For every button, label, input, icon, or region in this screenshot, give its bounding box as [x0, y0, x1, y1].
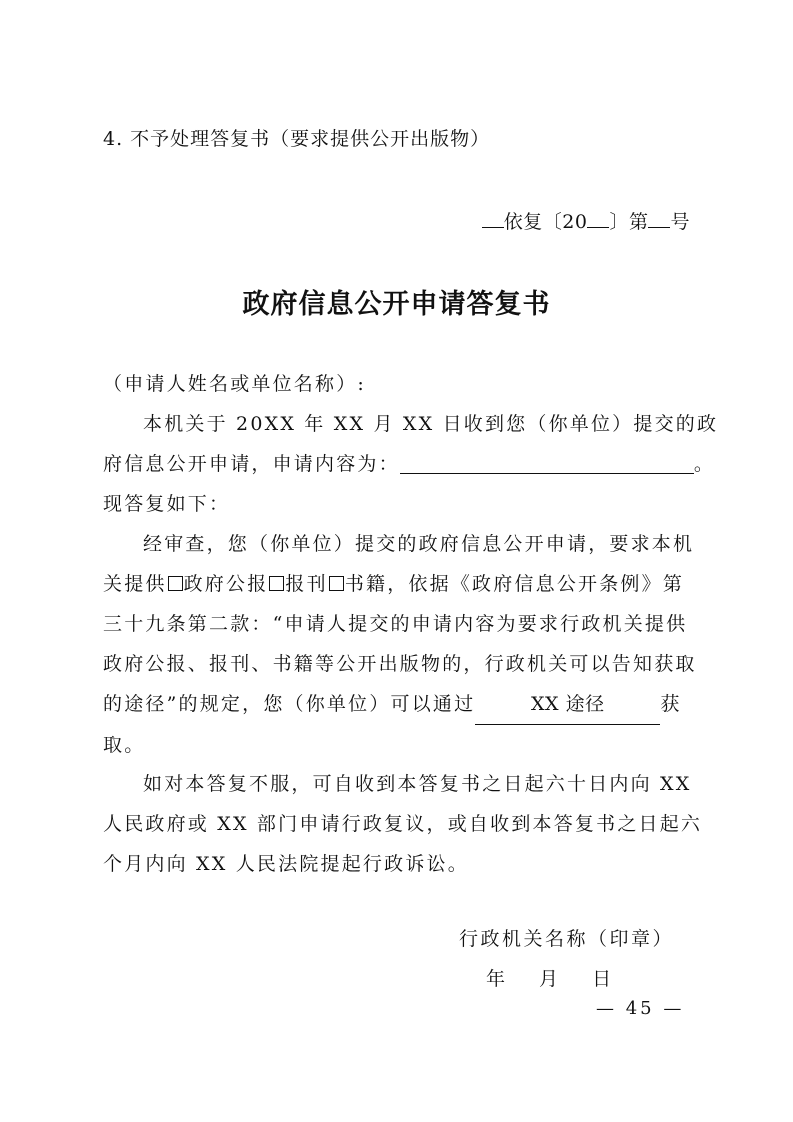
route-blank: XX 途径 — [475, 684, 660, 725]
para1-line2-suffix: 。 — [693, 453, 716, 475]
para1-line3: 现答复如下： — [103, 493, 231, 515]
doc-number-part3: 号 — [670, 211, 690, 233]
para2-line2-a: 关提供 — [103, 573, 167, 595]
doc-number-blank-number — [648, 207, 670, 228]
date-line: 年 月 日 — [486, 968, 626, 990]
para2-line4: 政府公报、报刊、书籍等公开出版物的，行政机关可以告知获取 — [103, 653, 697, 675]
document-number — [482, 207, 690, 235]
para2-line2-c: 报刊 — [285, 573, 328, 595]
doc-number-blank-prefix — [482, 207, 504, 228]
para3-line1: 如对本答复不服，可自收到本答复书之日起六十日内向 XX — [143, 773, 692, 795]
para2-line5-prefix: 的途径”的规定，您（你单位）可以通过 — [103, 693, 476, 715]
document-title: 政府信息公开申请答复书 — [242, 289, 551, 320]
doc-number-blank-year — [587, 207, 609, 228]
para3-line2: 人民政府或 XX 部门申请行政复议，或自收到本答复书之日起六 — [103, 813, 703, 835]
paragraph-3 — [103, 764, 703, 884]
salutation — [103, 364, 691, 404]
paragraph-1 — [103, 404, 719, 524]
section-heading: 4. 不予处理答复书（要求提供公开出版物） — [103, 128, 491, 150]
para1-line2-prefix: 府信息公开申请，申请内容为： — [103, 453, 400, 475]
para2-line2-b: 政府公报 — [183, 573, 269, 595]
para2-line5-suffix: 获 — [660, 693, 682, 715]
doc-number-part1: 依复〔20 — [503, 211, 588, 233]
paragraph-2 — [103, 524, 697, 765]
checkbox-periodical — [269, 576, 284, 591]
para1-line1: 本机关于 20XX 年 XX 月 XX 日收到您（你单位）提交的政 — [143, 413, 719, 435]
para2-line2-d: 书籍，依据《政府信息公开条例》第 — [344, 573, 685, 595]
para2-line1: 经审查，您（你单位）提交的政府信息公开申请，要求本机 — [143, 533, 695, 555]
doc-number-part2: 〕第 — [609, 211, 649, 233]
signature-line: 行政机关名称（印章） — [459, 928, 675, 950]
para3-line3: 个月内向 XX 人民法院提起行政诉讼。 — [103, 853, 469, 875]
para2-line3: 三十九条第二款：“申请人提交的申请内容为要求行政机关提供 — [103, 613, 688, 635]
para2-line6: 取。 — [103, 734, 146, 756]
page-number: — 45 — — [596, 998, 685, 1019]
para2-line2 — [103, 564, 691, 604]
salutation-text: （申请人姓名或单位名称）: — [103, 373, 367, 395]
checkbox-book — [329, 576, 344, 591]
para2-line5 — [103, 684, 691, 725]
checkbox-gazette — [168, 576, 183, 591]
application-content-blank — [400, 449, 694, 474]
para1-line2 — [103, 444, 716, 484]
